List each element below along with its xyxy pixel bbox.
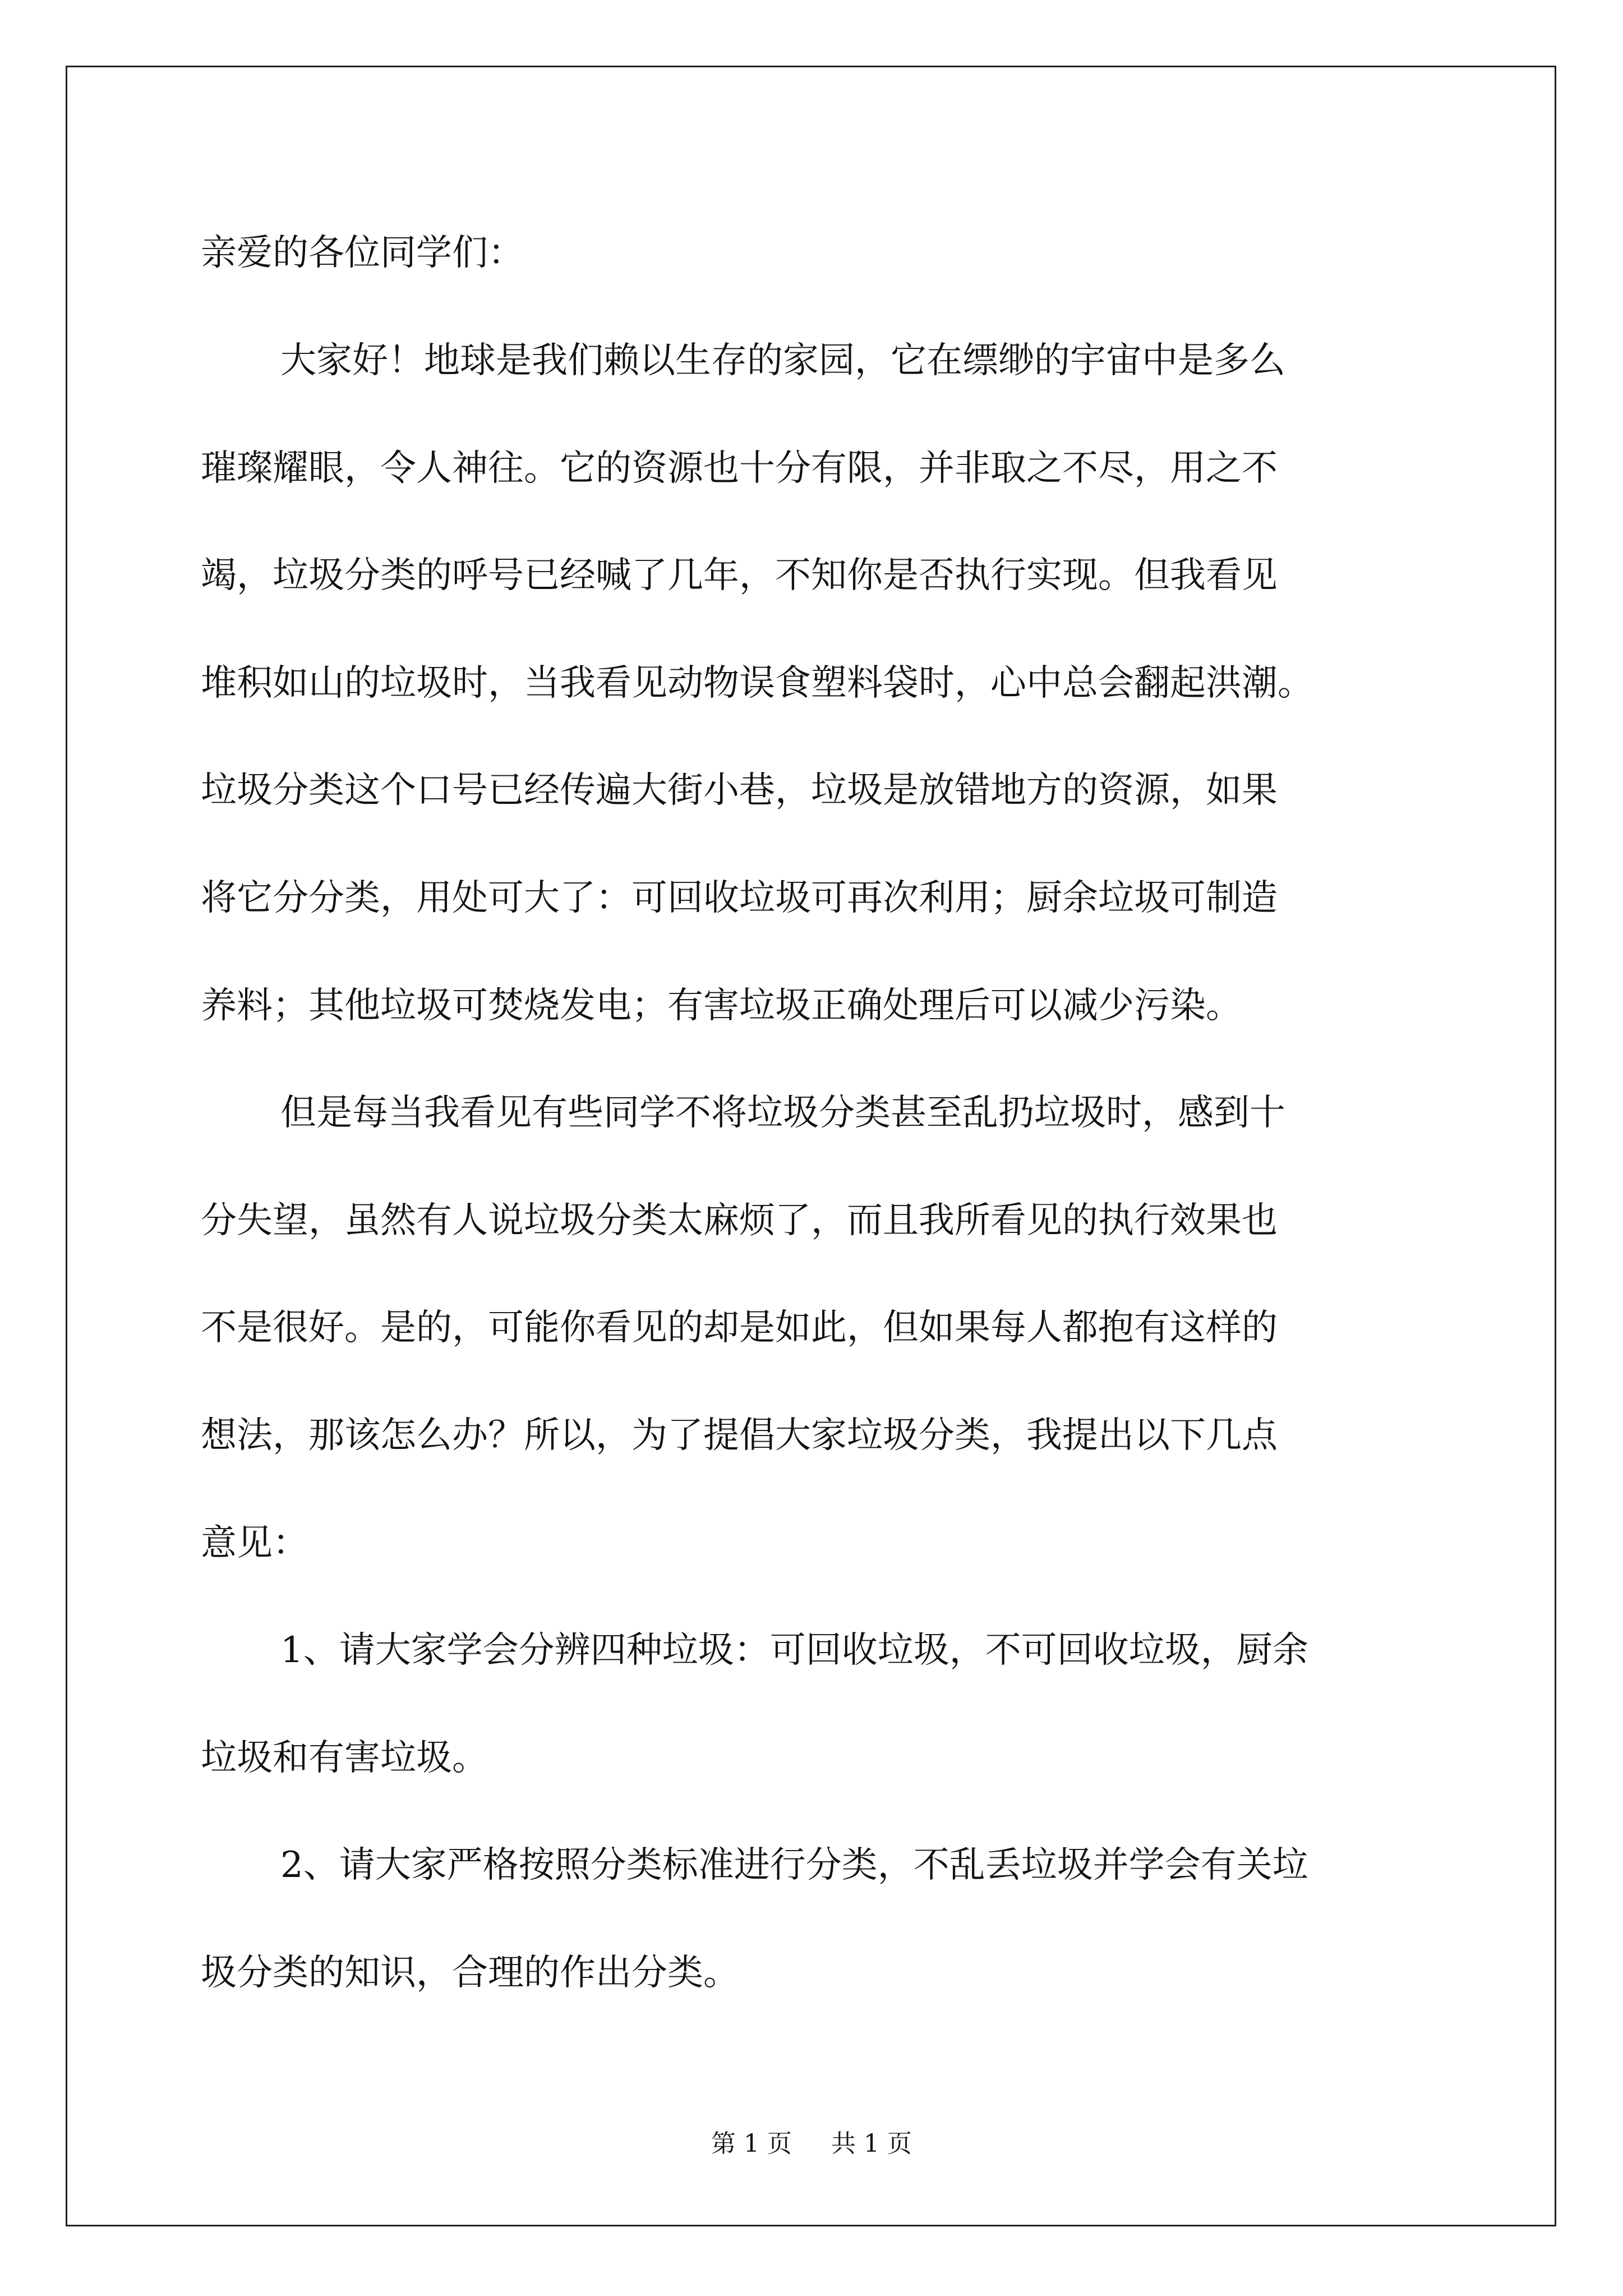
paragraph-line: 垃圾分类这个口号已经传遍大街小巷，垃圾是放错地方的资源，如果 (201, 770, 1278, 811)
total-pages: 共 1 页 (831, 2129, 912, 2158)
paragraph-line: 想法，那该怎么办？所以，为了提倡大家垃圾分类，我提出以下几点 (201, 1415, 1278, 1456)
paragraph-line: 堆积如山的垃圾时，当我看见动物误食塑料袋时，心中总会翻起洪潮。 (201, 662, 1313, 704)
list-item-line: 2、请大家严格按照分类标准进行分类，不乱丢垃圾并学会有关垃 (280, 1844, 1308, 1886)
paragraph-line: 竭，垃圾分类的呼号已经喊了几年，不知你是否执行实现。但我看见 (201, 555, 1278, 596)
salutation: 亲爱的各位同学们： (201, 232, 524, 274)
page-footer (0, 2129, 1623, 2158)
paragraph-line: 分失望，虽然有人说垃圾分类太麻烦了，而且我所看见的执行效果也 (201, 1200, 1278, 1241)
paragraph-line: 璀璨耀眼，令人神往。它的资源也十分有限，并非取之不尽，用之不 (201, 448, 1278, 489)
paragraph-line: 养料；其他垃圾可焚烧发电；有害垃圾正确处理后可以减少污染。 (201, 985, 1242, 1027)
paragraph-line: 但是每当我看见有些同学不将垃圾分类甚至乱扔垃圾时，感到十 (280, 1092, 1285, 1134)
paragraph-line: 意见： (201, 1522, 308, 1564)
paragraph-line: 将它分分类，用处可大了：可回收垃圾可再次利用；厨余垃圾可制造 (201, 877, 1278, 919)
paragraph-line: 不是很好。是的，可能你看见的却是如此，但如果每人都抱有这样的 (201, 1307, 1278, 1349)
list-item-line: 圾分类的知识，合理的作出分类。 (201, 1952, 739, 1994)
list-item-line: 1、请大家学会分辨四种垃圾：可回收垃圾，不可回收垃圾，厨余 (280, 1630, 1308, 1671)
list-item-line: 垃圾和有害垃圾。 (201, 1737, 488, 1779)
paragraph-line: 大家好！地球是我们赖以生存的家园，它在缥缈的宇宙中是多么 (280, 340, 1285, 381)
page-border (66, 66, 1556, 2226)
page-number: 第 1 页 (711, 2129, 792, 2158)
